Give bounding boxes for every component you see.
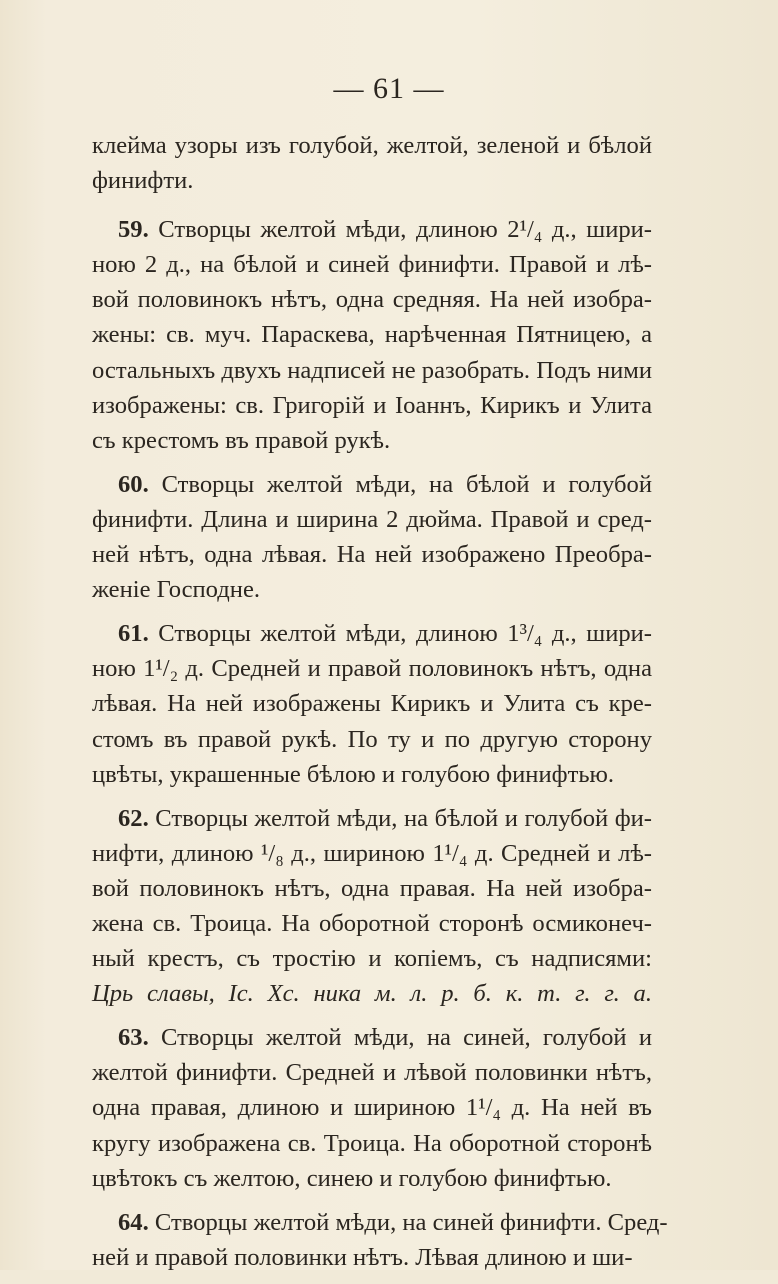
- text-line: жены: св. муч. Параскева, нарѣченная Пятницею, а: [92, 321, 652, 349]
- text-line: изображены: св. Григорій и Іоаннъ, Кирикъ и Улита: [92, 391, 652, 419]
- line-text: Створцы желтой мѣди, длиною 1³/₄ д., шири-: [158, 620, 653, 648]
- text-line: ней и правой половинки нѣтъ. Лѣвая длиною и ши-: [92, 1243, 633, 1271]
- text-line: стомъ въ правой рукѣ. По ту и по другую сторону: [92, 725, 652, 753]
- text-line: [92, 212, 652, 247]
- text-line: [92, 801, 652, 836]
- text-line: ною 2 д., на бѣлой и синей финифти. Правой и лѣ-: [92, 251, 652, 279]
- inscription-line: Црь славы, Іс. Хс. ника м. л. р. б. к. т. г. г. а.: [92, 980, 652, 1008]
- text-line: жена св. Троица. На оборотной сторонѣ осмиконеч-: [92, 909, 652, 937]
- text-line: ней нѣтъ, одна лѣвая. На ней изображено Преобра-: [92, 541, 652, 569]
- line-text: Створцы желтой мѣди, на бѣлой и голубой фи-: [155, 804, 652, 832]
- text-line: финифти.: [92, 167, 194, 195]
- entry-number: 59.: [118, 216, 159, 244]
- text-line: одна правая, длиною и шириною 1¹/₄ д. На ней въ: [92, 1094, 652, 1122]
- line-text: Створцы желтой мѣди, на синей, голубой и: [161, 1024, 652, 1052]
- text-line: цвѣтокъ съ желтою, синею и голубою финифтью.: [92, 1164, 612, 1192]
- paragraph: [92, 616, 652, 791]
- text-line: женіе Господне.: [92, 576, 261, 604]
- line-text: Створцы желтой мѣди, на синей финифти. Сред-: [154, 1208, 668, 1236]
- text-line: цвѣты, украшенные бѣлою и голубою финифтью.: [92, 760, 615, 788]
- paragraph: [92, 1020, 652, 1195]
- text-line: вой половинокъ нѣтъ, одна правая. На ней изобра-: [92, 874, 652, 902]
- paragraph: [92, 212, 652, 458]
- text-line: вой половинокъ нѣтъ, одна средняя. На ней изобра-: [92, 286, 652, 314]
- text-line: лѣвая. На ней изображены Кирикъ и Улита съ кре-: [92, 690, 652, 718]
- text-line: финифти. Длина и ширина 2 дюйма. Правой и сред-: [92, 505, 652, 533]
- text-line: нифти, длиною ¹/₈ д., шириною 1¹/₄ д. Средней и лѣ-: [92, 839, 652, 867]
- text-line: ный крестъ, съ тростію и копіемъ, съ надписями:: [92, 945, 652, 973]
- page-body: [92, 128, 668, 1284]
- paragraph: [92, 128, 652, 198]
- text-line: [92, 616, 652, 651]
- paragraph: [92, 467, 652, 607]
- text-line: съ крестомъ въ правой рукѣ.: [92, 426, 391, 454]
- text-line: клейма узоры изъ голубой, желтой, зеленой и бѣлой: [92, 132, 652, 159]
- text-line: ною 1¹/₂ д. Средней и правой половинокъ нѣтъ, одна: [92, 655, 652, 683]
- entry-number: 62.: [118, 804, 156, 832]
- entry-number: 61.: [118, 620, 159, 648]
- text-line: кругу изображена св. Троица. На оборотной сторонѣ: [92, 1129, 652, 1157]
- text-line: [92, 1020, 652, 1055]
- line-text: Створцы желтой мѣди, на бѣлой и голубой: [161, 470, 653, 498]
- entry-number: 63.: [118, 1024, 162, 1052]
- page-number: — 61 —: [333, 72, 445, 105]
- text-line: [92, 467, 652, 502]
- entry-number: 60.: [118, 470, 162, 498]
- text-line: желтой финифти. Средней и лѣвой половинки нѣтъ,: [92, 1059, 652, 1087]
- paragraph: [92, 1205, 668, 1275]
- paragraph: [92, 801, 652, 1012]
- text-line: остальныхъ двухъ надписей не разобрать. Подъ ними: [92, 356, 652, 384]
- line-text: Створцы желтой мѣди, длиною 2¹/₄ д., шири-: [158, 216, 653, 244]
- text-line: [92, 1205, 668, 1240]
- entry-number: 64.: [118, 1208, 155, 1236]
